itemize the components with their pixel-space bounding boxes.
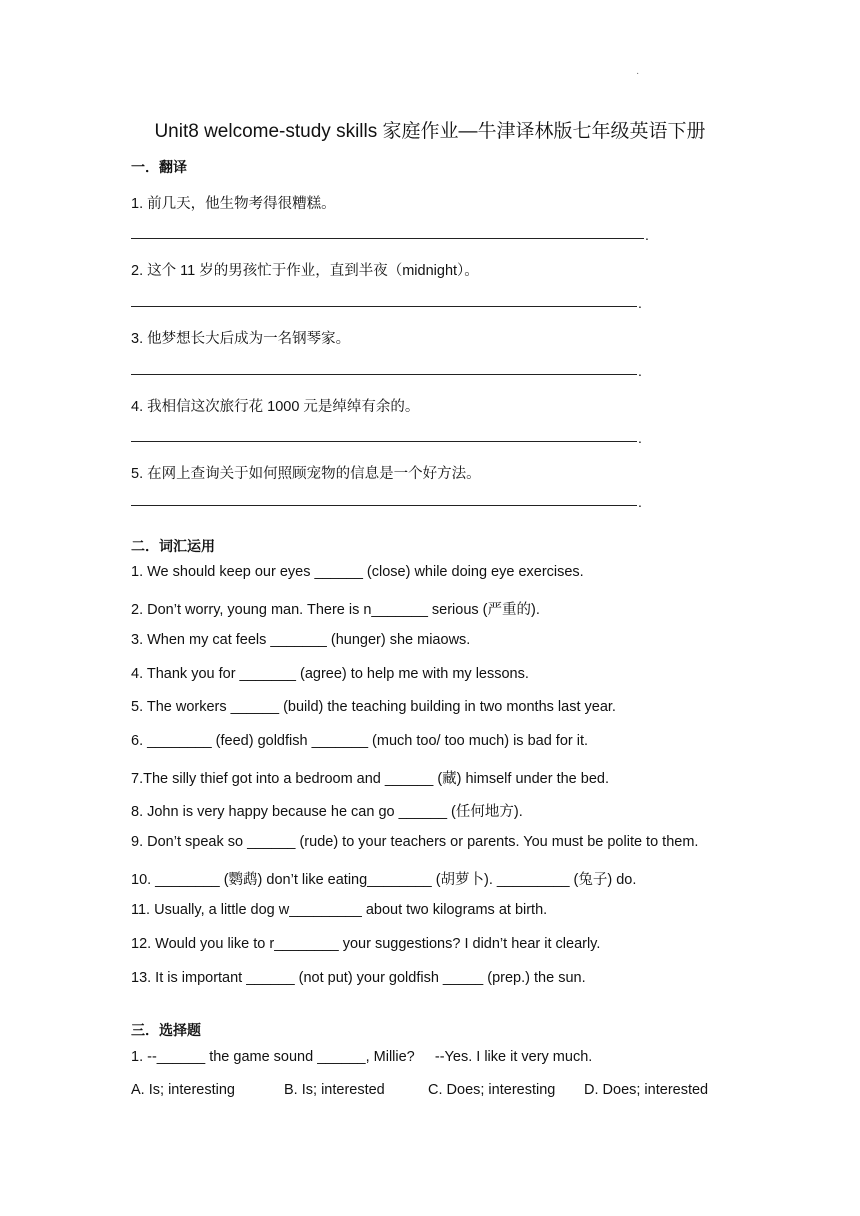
answer-line-end-4: .	[638, 430, 642, 446]
answer-line-end-5: .	[638, 494, 642, 510]
translate-item-4: 4. 我相信这次旅行花 1000 元是绰绰有余的。	[131, 399, 420, 415]
vocab-item-10: 10. ________ (鹦鹉) don’t like eating________ (胡萝卜). _________ (兔子) do.	[131, 872, 637, 888]
answer-line-4[interactable]	[131, 441, 637, 442]
section-heading-vocab: 二．词汇运用	[131, 538, 215, 554]
answer-line-5[interactable]	[131, 505, 637, 506]
vocab-item-13: 13. It is important ______ (not put) your goldfish _____ (prep.) the sun.	[131, 970, 586, 986]
page-title: Unit8 welcome-study skills 家庭作业—牛津译林版七年级英语下册	[154, 121, 706, 142]
translate-item-5: 5. 在网上查询关于如何照顾宠物的信息是一个好方法。	[131, 466, 481, 482]
vocab-item-4: 4. Thank you for _______ (agree) to help me with my lessons.	[131, 666, 529, 682]
vocab-item-8: 8. John is very happy because he can go ______ (任何地方).	[131, 804, 523, 820]
translate-item-2: 2. 这个 11 岁的男孩忙于作业，直到半夜（midnight）。	[131, 263, 479, 279]
vocab-item-6: 6. ________ (feed) goldfish _______ (much too/ too much) is bad for it.	[131, 733, 589, 749]
vocab-item-9: 9. Don’t speak so ______ (rude) to your teachers or parents. You must be polite to them.	[131, 834, 699, 850]
vocab-item-5: 5. The workers ______ (build) the teaching building in two months last year.	[131, 699, 616, 715]
translate-item-1: 1. 前几天，他生物考得很糟糕。	[131, 196, 336, 212]
vocab-item-12: 12. Would you like to r________ your suggestions? I didn’t hear it clearly.	[131, 936, 601, 952]
vocab-item-7: 7.The silly thief got into a bedroom and ______ (藏) himself under the bed.	[131, 771, 609, 787]
translate-item-3: 3. 他梦想长大后成为一名钢琴家。	[131, 331, 351, 347]
answer-line-2[interactable]	[131, 306, 637, 307]
section-heading-translate: 一．翻译	[131, 159, 187, 175]
vocab-item-3: 3. When my cat feels _______ (hunger) she miaows.	[131, 632, 471, 648]
corner-mark: ·	[636, 68, 640, 79]
choice-option-c[interactable]: C. Does; interesting	[428, 1082, 556, 1098]
vocab-item-1: 1. We should keep our eyes ______ (close) while doing eye exercises.	[131, 564, 584, 580]
choice-question-1: 1. --______ the game sound ______, Millie? --Yes. I like it very much.	[131, 1049, 593, 1065]
section-heading-choice: 三．选择题	[131, 1022, 201, 1038]
answer-line-end-3: .	[638, 363, 642, 379]
choice-option-a[interactable]: A. Is; interesting	[131, 1082, 235, 1098]
answer-line-end-1: .	[645, 227, 649, 243]
choice-option-b[interactable]: B. Is; interested	[284, 1082, 385, 1098]
choice-option-d[interactable]: D. Does; interested	[584, 1082, 709, 1098]
answer-line-end-2: .	[638, 295, 642, 311]
vocab-item-11: 11. Usually, a little dog w_________ about two kilograms at birth.	[131, 902, 548, 918]
answer-line-1[interactable]	[131, 238, 644, 239]
vocab-item-2: 2. Don’t worry, young man. There is n_______ serious (严重的).	[131, 602, 540, 618]
answer-line-3[interactable]	[131, 374, 637, 375]
